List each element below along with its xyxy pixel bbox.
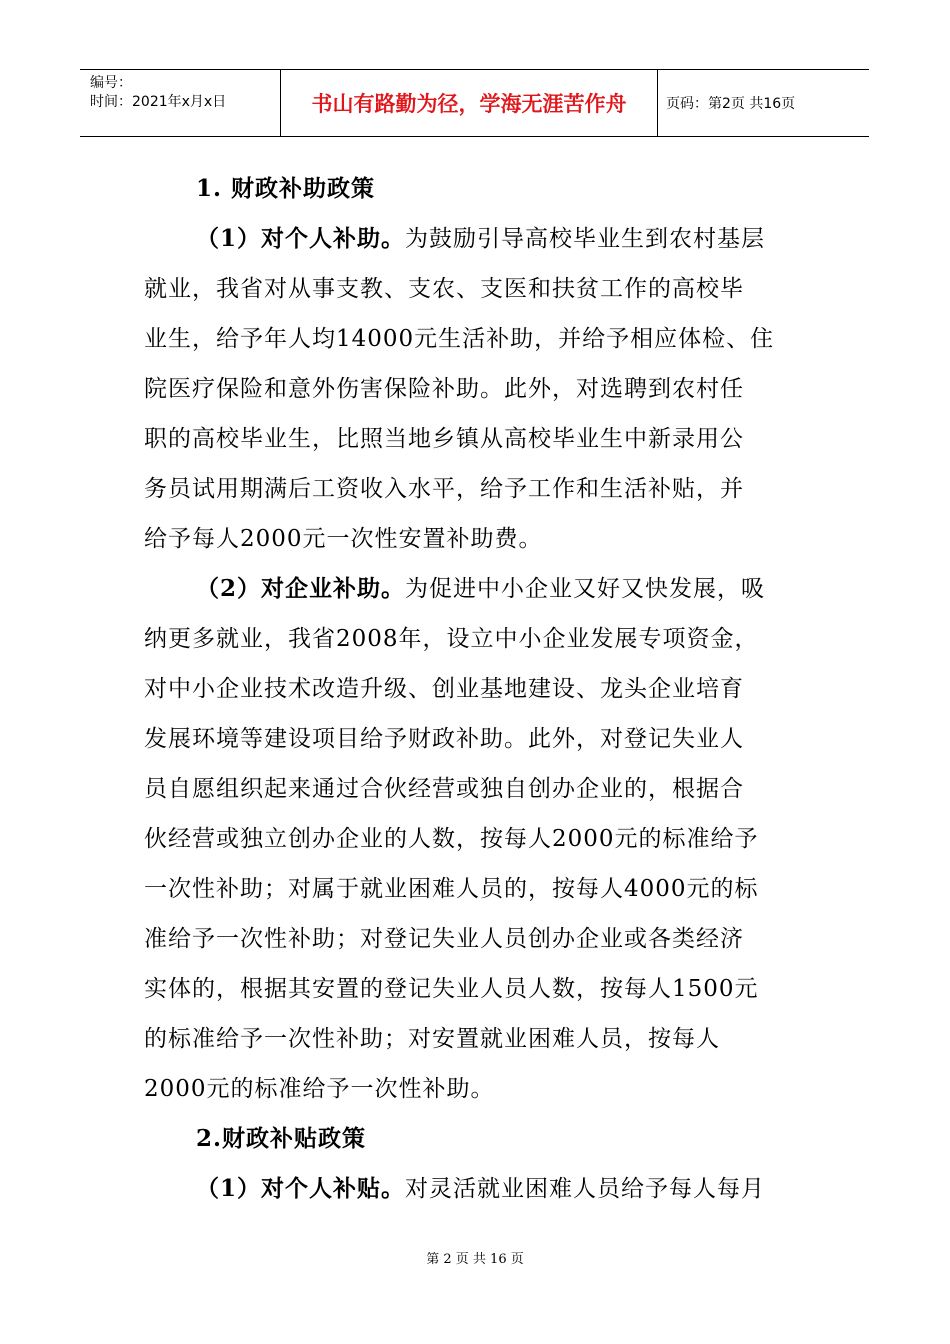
paragraph-line: 发展环境等建设项目给予财政补助。此外，对登记失业人 (144, 726, 744, 752)
paragraph-line: 职的高校毕业生，比照当地乡镇从高校毕业生中新录用公 (144, 426, 744, 452)
paragraph-lead: （2）对企业补助。 (196, 575, 406, 602)
paragraph-line: 纳更多就业，我省2008年，设立中小企业发展专项资金， (144, 626, 759, 652)
paragraph-line: 一次性补助；对属于就业困难人员的，按每人4000元的标 (144, 876, 759, 902)
paragraph-line: 员自愿组织起来通过合伙经营或独自创办企业的，根据合 (144, 776, 744, 802)
time-label: 时间：2021年x月x日 (90, 94, 227, 110)
paragraph-line: 准给予一次性补助；对登记失业人员创办企业或各类经济 (144, 926, 744, 952)
page-footer: 第 2 页 共 16 页 (426, 1252, 524, 1267)
paragraph-line: 2000元的标准给予一次性补助。 (144, 1076, 495, 1102)
paragraph-line: 给予每人2000元一次性安置补助费。 (144, 526, 543, 552)
paragraph-line: 实体的，根据其安置的登记失业人员人数，按每人1500元 (144, 976, 759, 1002)
header-page-info: 页码：第2页 共16页 (666, 96, 796, 112)
paragraph-line: 对中小企业技术改造升级、创业基地建设、龙头企业培育 (144, 676, 744, 702)
paragraph-lead: （1）对个人补助。 (196, 225, 406, 252)
header-motto: 书山有路勤为径，学海无涯苦作舟 (281, 70, 658, 136)
heading-1: 1. 财政补助政策 (196, 175, 376, 202)
paragraph-line: 的标准给予一次性补助；对安置就业困难人员，按每人 (144, 1026, 720, 1052)
heading-2: 2.财政补贴政策 (196, 1125, 367, 1152)
paragraph-line: 业生，给予年人均14000元生活补助，并给予相应体检、住 (144, 326, 775, 352)
header-table (80, 69, 869, 137)
paragraph-lead: （1）对个人补贴。 (196, 1175, 406, 1202)
paragraph-line: 务员试用期满后工资收入水平，给予工作和生活补贴，并 (144, 476, 744, 502)
paragraph-line: （1）对个人补贴。对灵活就业困难人员给予每人每月 (196, 1175, 766, 1202)
number-label: 编号： (90, 75, 132, 91)
paragraph-line: （2）对企业补助。为促进中小企业又好又快发展，吸 (196, 575, 766, 602)
paragraph-line: 就业，我省对从事支教、支农、支医和扶贫工作的高校毕 (144, 276, 744, 302)
paragraph-line: 院医疗保险和意外伤害保险补助。此外，对选聘到农村任 (144, 376, 744, 402)
paragraph-line: （1）对个人补助。为鼓励引导高校毕业生到农村基层 (196, 225, 766, 252)
paragraph-line: 伙经营或独立创办企业的人数，按每人2000元的标准给予 (144, 826, 759, 852)
header-meta (80, 70, 281, 136)
